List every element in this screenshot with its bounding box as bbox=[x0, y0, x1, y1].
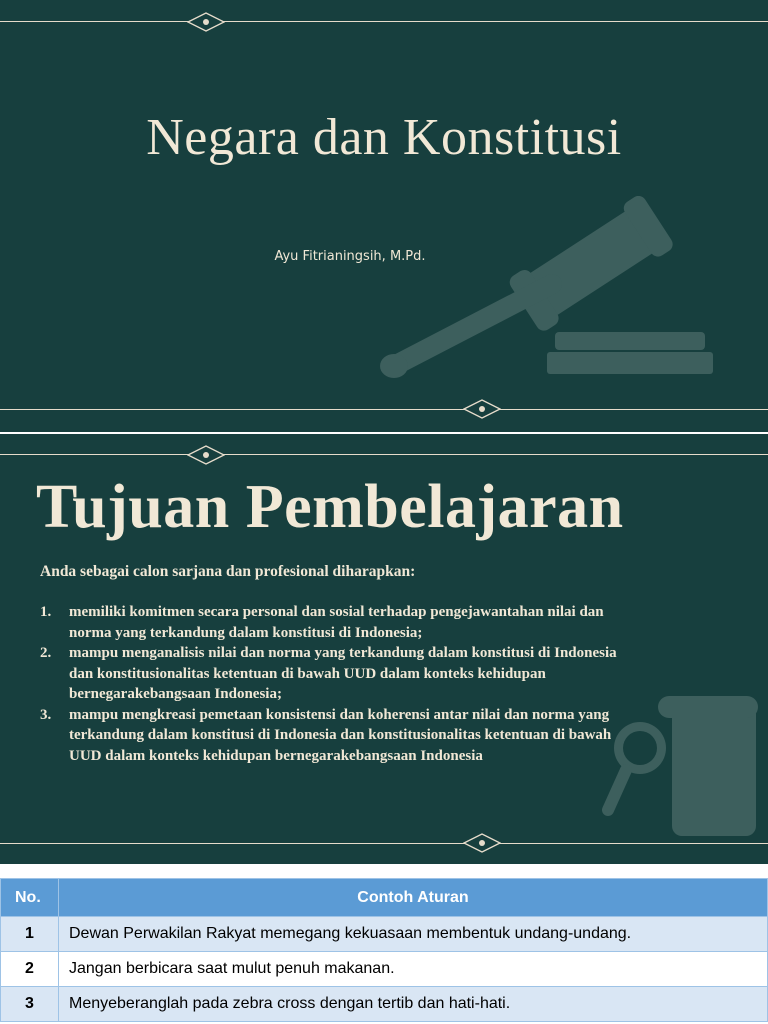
scroll-magnifier-icon bbox=[600, 692, 760, 840]
list-item bbox=[40, 602, 640, 643]
row-number: 1 bbox=[1, 917, 59, 952]
bottom-rule bbox=[0, 843, 768, 844]
diamond-ornament-icon bbox=[187, 12, 225, 32]
top-rule bbox=[0, 21, 768, 22]
item-text: memiliki komitmen secara personal dan sosial terhadap pengejawantahan nilai dan norma yang terkandung dalam konstitusi di Indonesia; bbox=[69, 604, 604, 641]
bottom-rule bbox=[0, 409, 768, 410]
diamond-ornament-icon bbox=[463, 833, 501, 853]
title-slide bbox=[0, 0, 768, 432]
row-number: 3 bbox=[1, 987, 59, 1022]
column-header-rule: Contoh Aturan bbox=[59, 879, 768, 917]
item-number: 2. bbox=[40, 645, 52, 661]
row-number: 2 bbox=[1, 952, 59, 987]
gavel-icon bbox=[372, 196, 717, 386]
rules-table bbox=[0, 878, 768, 1022]
item-text: mampu menganalisis nilai dan norma yang terkandung dalam konstitusi di Indonesia dan konstitusionalitas ketentuan di bawah UUD dalam konteks kehidupan bernegarakebangsaan Indonesia; bbox=[69, 645, 617, 702]
column-header-no: No. bbox=[1, 879, 59, 917]
table-row bbox=[1, 917, 768, 952]
objectives-slide bbox=[0, 434, 768, 864]
row-rule: Jangan berbicara saat mulut penuh makanan. bbox=[59, 952, 768, 987]
table-row bbox=[1, 987, 768, 1022]
list-item bbox=[40, 705, 640, 767]
table-row bbox=[1, 952, 768, 987]
intro-text: Anda sebagai calon sarjana dan profesional diharapkan: bbox=[40, 563, 416, 580]
row-rule: Menyeberanglah pada zebra cross dengan tertib dan hati-hati. bbox=[59, 987, 768, 1022]
top-rule bbox=[0, 454, 768, 455]
slide-title: Tujuan Pembelajaran bbox=[36, 473, 624, 541]
rules-table-container bbox=[0, 878, 768, 1024]
author-name: Ayu Fitrianingsih, M.Pd. bbox=[274, 249, 426, 264]
goals-list bbox=[40, 602, 640, 766]
item-text: mampu mengkreasi pemetaan konsistensi dan koherensi antar nilai dan norma yang terkandung dalam konstitusi di Indonesia dan konstitusionalitas ketentuan di bawah UUD dalam konteks kehidupan bernegarakebangsaan Indonesia bbox=[69, 706, 612, 764]
row-rule: Dewan Perwakilan Rakyat memegang kekuasaan membentuk undang-undang. bbox=[59, 917, 768, 952]
item-number: 3. bbox=[40, 706, 52, 723]
slide-title: Negara dan Konstitusi bbox=[146, 109, 622, 166]
list-item bbox=[40, 643, 640, 705]
diamond-ornament-icon bbox=[463, 399, 501, 419]
table-header-row bbox=[1, 879, 768, 917]
diamond-ornament-icon bbox=[187, 445, 225, 465]
item-number: 1. bbox=[40, 604, 52, 620]
